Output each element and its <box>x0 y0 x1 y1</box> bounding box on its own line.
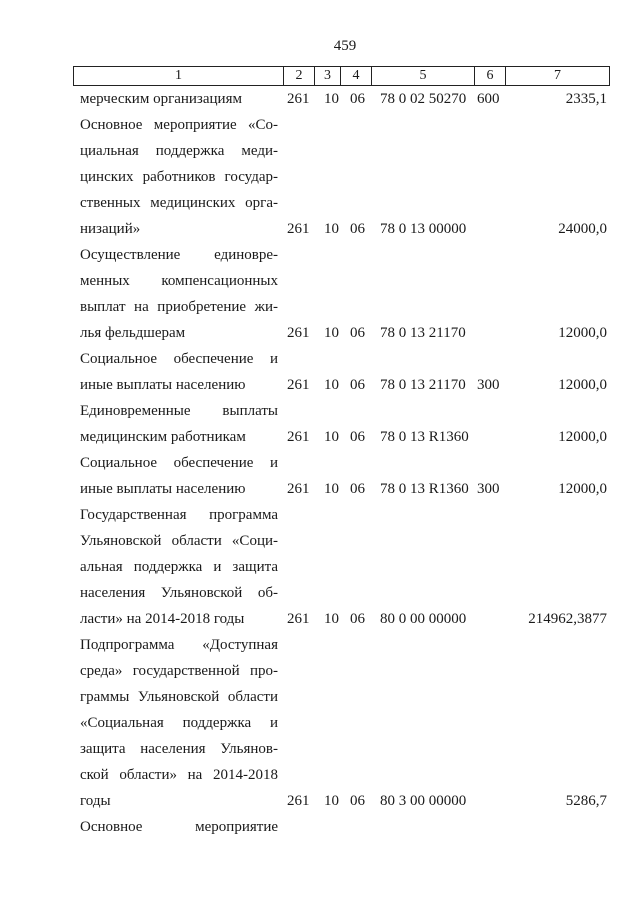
row-description-line: иные выплаты населению <box>80 377 246 393</box>
row-description-line: годы <box>80 793 111 809</box>
cell-col-2: 261 <box>287 611 310 627</box>
cell-col-3: 10 <box>324 377 339 393</box>
cell-col-3: 10 <box>324 325 339 341</box>
cell-col-5: 78 0 13 R1360 <box>380 429 469 445</box>
row-description-line: низаций» <box>80 221 141 237</box>
cell-col-7: 214962,3877 <box>528 611 607 627</box>
cell-col-3: 10 <box>324 793 339 809</box>
cell-col-3: 10 <box>324 481 339 497</box>
page-number: 459 <box>333 38 357 54</box>
cell-col-7: 24000,0 <box>558 221 607 237</box>
row-description-line: Подпрограмма «Доступная <box>80 637 278 653</box>
cell-col-6 <box>477 426 507 448</box>
cell-col-7: 12000,0 <box>558 377 607 393</box>
cell-col-6 <box>477 790 507 812</box>
row-description-line: Социальное обеспечение и <box>80 455 278 471</box>
cell-col-7: 12000,0 <box>558 481 607 497</box>
cell-col-7: 2335,1 <box>565 91 607 107</box>
row-description-line: иные выплаты населению <box>80 481 246 497</box>
row-description-line: медицинским работникам <box>80 429 246 445</box>
row-description-line: ласти» на 2014-2018 годы <box>80 611 245 627</box>
row-description-line: циальная поддержка меди- <box>80 143 278 159</box>
cell-col-5: 78 0 13 21170 <box>380 377 466 393</box>
row-description-line: среда» государственной про- <box>80 663 278 679</box>
cell-col-4: 06 <box>350 221 365 237</box>
cell-col-4: 06 <box>350 91 365 107</box>
header-col-3: 3 <box>315 67 341 86</box>
cell-col-6: 300 <box>477 481 500 497</box>
cell-col-6 <box>477 608 507 630</box>
cell-col-3: 10 <box>324 429 339 445</box>
cell-col-7: 12000,0 <box>558 325 607 341</box>
cell-col-4: 06 <box>350 481 365 497</box>
row-description-line: населения Ульяновской об- <box>80 585 278 601</box>
cell-col-4: 06 <box>350 793 365 809</box>
cell-col-4: 06 <box>350 377 365 393</box>
cell-col-6: 300 <box>477 377 500 393</box>
cell-col-2: 261 <box>287 377 310 393</box>
cell-col-2: 261 <box>287 325 310 341</box>
cell-col-2: 261 <box>287 91 310 107</box>
row-description-line: выплат на приобретение жи- <box>80 299 278 315</box>
row-description-line: Государственная программа <box>80 507 278 523</box>
row-description-line: Социальное обеспечение и <box>80 351 278 367</box>
row-description-line: Осуществление единовре- <box>80 247 278 263</box>
row-description-line: Основное мероприятие «Со- <box>80 117 278 133</box>
row-description-line: Ульяновской области «Соци- <box>80 533 278 549</box>
header-col-2: 2 <box>284 67 315 86</box>
cell-col-7: 12000,0 <box>558 429 607 445</box>
cell-col-4: 06 <box>350 611 365 627</box>
row-description-line: Единовременные выплаты <box>80 403 278 419</box>
cell-col-2: 261 <box>287 429 310 445</box>
row-description-line: менных компенсационных <box>80 273 278 289</box>
cell-col-6 <box>477 218 507 240</box>
cell-col-5: 78 0 02 50270 <box>380 91 467 107</box>
cell-col-6: 600 <box>477 91 500 107</box>
cell-col-5: 78 0 13 R1360 <box>380 481 469 497</box>
cell-col-2: 261 <box>287 793 310 809</box>
row-description-line: лья фельдшерам <box>80 325 186 341</box>
table-header <box>73 66 610 86</box>
row-description-line: мерческим организациям <box>80 91 242 107</box>
cell-col-5: 78 0 13 00000 <box>380 221 467 237</box>
cell-col-3: 10 <box>324 611 339 627</box>
row-description-line: ской области» на 2014-2018 <box>80 767 278 783</box>
cell-col-2: 261 <box>287 221 310 237</box>
header-col-1: 1 <box>74 67 284 86</box>
cell-col-5: 80 0 00 00000 <box>380 611 467 627</box>
row-description-line: альная поддержка и защита <box>80 559 278 575</box>
header-col-7: 7 <box>506 67 610 86</box>
row-description-line: граммы Ульяновской области <box>80 689 278 705</box>
header-col-5: 5 <box>372 67 475 86</box>
cell-col-7: 5286,7 <box>565 793 607 809</box>
row-description-line: защита населения Ульянов- <box>80 741 278 757</box>
cell-col-6 <box>477 322 507 344</box>
cell-col-3: 10 <box>324 221 339 237</box>
row-description-line: «Социальная поддержка и <box>80 715 278 731</box>
cell-col-4: 06 <box>350 429 365 445</box>
cell-col-4: 06 <box>350 325 365 341</box>
cell-col-3: 10 <box>324 91 339 107</box>
header-col-6: 6 <box>475 67 506 86</box>
cell-col-2: 261 <box>287 481 310 497</box>
cell-col-5: 80 3 00 00000 <box>380 793 467 809</box>
row-description-line: цинских работников государ- <box>80 169 278 185</box>
header-col-4: 4 <box>341 67 372 86</box>
row-description-line: ственных медицинских орга- <box>80 195 278 211</box>
row-description-line: Основное мероприятие <box>80 819 278 835</box>
cell-col-5: 78 0 13 21170 <box>380 325 466 341</box>
